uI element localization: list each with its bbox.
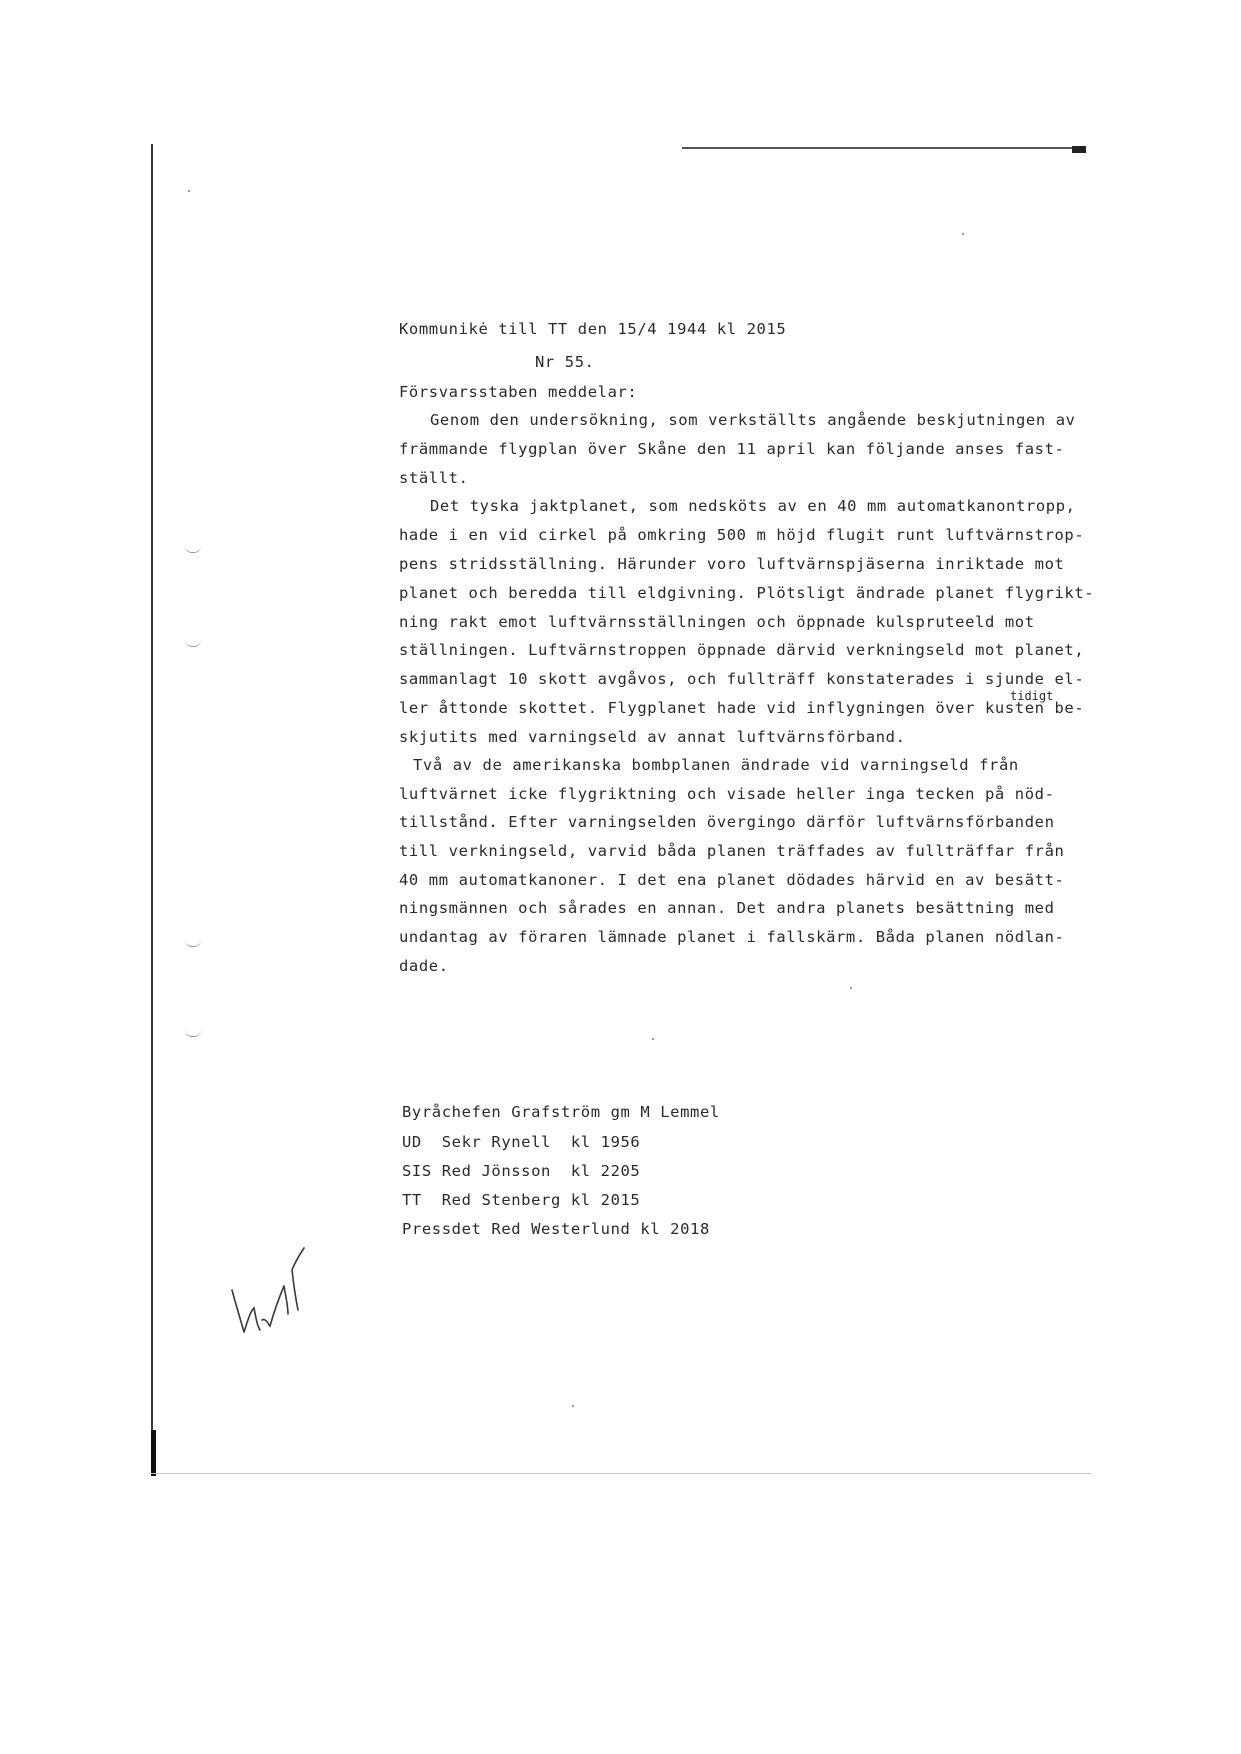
body-line: ningsmännen och sårades en annan. Det andra planets besättning med	[399, 899, 1055, 917]
body-line: tillstånd. Efter varningselden övergingo därför luftvärnsförbanden	[399, 813, 1055, 831]
body-line: hade i en vid cirkel på omkring 500 m höjd flugit runt luftvärnstrop-	[399, 526, 1085, 544]
body-line: ställningen. Luftvärnstroppen öppnade därvid verkningseld mot planet,	[399, 641, 1085, 659]
dust-speck	[962, 233, 964, 235]
scan-edge-mark	[151, 1430, 156, 1476]
body-line: Två av de amerikanska bombplanen ändrade vid varningseld från	[413, 756, 1019, 774]
body-line: till verkningseld, varvid båda planen träffades av fullträffar från	[399, 842, 1065, 860]
punch-hole	[185, 546, 201, 553]
punch-hole	[185, 640, 201, 647]
body-line: Genom den undersökning, som verkställts angående beskjutningen av	[430, 411, 1076, 429]
dust-speck	[188, 190, 190, 192]
dust-speck	[572, 1405, 574, 1407]
distribution-line: SIS Red Jönsson kl 2205	[402, 1162, 641, 1180]
body-line: 40 mm automatkanoner. I det ena planet dödades härvid en av besätt-	[399, 871, 1065, 889]
body-line: skjutits med varningseld av annat luftvärnsförband.	[399, 728, 906, 746]
correction-note: tidigt	[1010, 689, 1054, 703]
communique-header: Kommunikė till TT den 15/4 1944 kl 2015	[399, 320, 787, 338]
communique-number: Nr 55.	[535, 353, 595, 371]
punch-hole	[185, 940, 201, 947]
sender-line: Försvarsstaben meddelar:	[399, 383, 638, 401]
punch-hole	[185, 1030, 201, 1037]
scan-edge-left	[151, 144, 153, 1474]
distribution-line: UD Sekr Rynell kl 1956	[402, 1133, 641, 1151]
body-line: pens stridsställning. Härunder voro luftvärnspjäserna inriktade mot	[399, 555, 1065, 573]
distribution-line: TT Red Stenberg kl 2015	[402, 1191, 641, 1209]
body-line: främmande flygplan över Skåne den 11 april kan följande anses fast-	[399, 440, 1065, 458]
handwritten-initials	[226, 1240, 316, 1350]
body-line: ställt.	[399, 469, 469, 487]
body-line: luftvärnet icke flygriktning och visade heller inga tecken på nöd-	[399, 785, 1055, 803]
body-line: planet och beredda till eldgivning. Plötsligt ändrade planet flygrikt-	[399, 584, 1095, 602]
body-line: sammanlagt 10 skott avgåvos, och fullträff konstaterades i sjunde el-	[399, 670, 1085, 688]
body-line: Det tyska jaktplanet, som nedsköts av en 40 mm automatkanontropp,	[430, 497, 1076, 515]
dust-speck	[850, 987, 852, 989]
scan-edge-bottom	[151, 1473, 1091, 1474]
body-line: dade.	[399, 957, 449, 975]
distribution-line: Byråchefen Grafström gm M Lemmel	[402, 1103, 720, 1121]
dust-speck	[652, 1038, 654, 1040]
body-line: undantag av föraren lämnade planet i fallskärm. Båda planen nödlan-	[399, 928, 1065, 946]
body-line: ler åttonde skottet. Flygplanet hade vid inflygningen över kusten be-	[399, 699, 1085, 717]
body-line: ning rakt emot luftvärnsställningen och öppnade kulspruteeld mot	[399, 613, 1035, 631]
scan-edge-top	[682, 147, 1072, 149]
scan-edge-mark	[1072, 146, 1086, 153]
distribution-line: Pressdet Red Westerlund kl 2018	[402, 1220, 710, 1238]
